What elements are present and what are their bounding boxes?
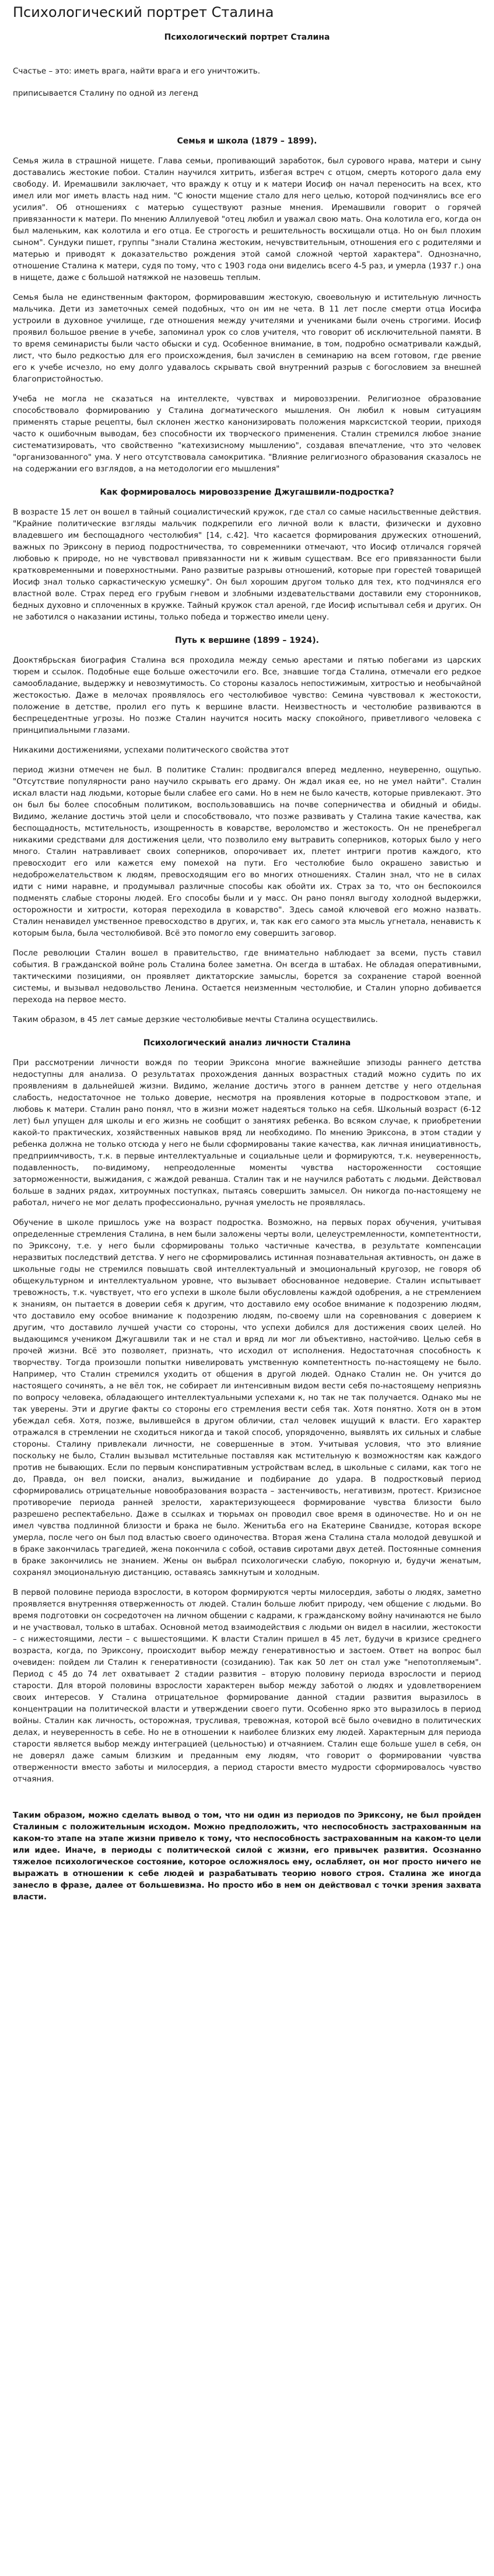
paragraph: Таким образом, в 45 лет самые дерзкие честолюбивые мечты Сталина осуществились. bbox=[13, 1015, 378, 1024]
section-heading: Семья и школа (1879 – 1899). bbox=[177, 136, 317, 146]
paragraph: Дооктябрьская биография Сталина вся проходила между семью арестами и пятью побегами из царских тюрем и ссылок. Подобные еще больше ожесточили его. Все, знавшие тогда Сталина, отмечали его редкое самообладание, выдержку и невозмутимость. Со стороны казалось непостижимым, хитростью и необычайной жестокостью. Даже в мелочах проявлялось его честолюбивое чувство: Семина чувствовал к жестокости, положение в детстве, пролил его путь к вершине власти. Неизвестность и честолюбие развиваются в беспрецедентные угрозы. Но позже Сталин научится носить маску спокойного, приветливого человека с принципиальными глазами. bbox=[13, 656, 481, 735]
section-heading: Психологический анализ личности Сталина bbox=[143, 1038, 351, 1048]
paragraph: Учеба не могла не сказаться на интеллекте, чувствах и мировоззрении. Религиозное образование способствовало формированию у Сталина догматического мышления. Он любил к новым ситуациям применять старые рецепты, был склонен жестко канонизировать положения марксистской теории, приходя часто к ошибочным выводам, без способности их творческого применения. Сталин стремился любое знание систематизировать, что свойственно "катехизисному мышлению", создавая впечатление, что это человек "организованного" ума. У него отсутствовала самокритика. "Влияние религиозного образования сказалось не на содержании его взглядов, а на методологии его мышления" bbox=[13, 394, 481, 474]
paragraph: Обучение в школе пришлось уже на возраст подростка. Возможно, на первых порах обучения, учитывая определенные стремления Сталина, в нем были заложены черты воли, целеустремленности, компетентности, по Эриксону, т.е. у него были сформированы только частичные качества, в результате компенсации неразвитых последствий детства. У него не сформировались истинная познавательная активность, он даже в школьные годы не стремился повышать свой интеллектуальный и эмоциональный кругозор, не говоря об общекультурном и интеллектуальном уровне, что вызывает обоснованное недоверие. Сталин испытывает тревожность, т.к. чувствует, что его успехи в школе были обусловлены каждой одобрения, а не стремлением к знаниям, он пытается в доверии себя к другим, что доставило ему особое внимание к подозрению людям, что доставило ему особое внимание к подозрению людям, по-своему шли на соревнования с доверием к другим, что доставило лучшей участи со стороны, что успехи добился для достижения своих целей. Но выдающимся учеником Джугашвили так и не стал и вряд ли мог ли объективно, настойчиво. Целью себя в прочей жизни. Всё это позволяет, признать, что исходил от исполнения. Недостаточная способность к творчеству. Тогда произошли попытки нивелировать умственную компетентность по-настоящему не было. Например, что Сталин стремился уходить от общения в другой людей. Однако Сталин не. Он учится до настоящего сочинять, а не вёл ток, не собирает ли интенсивным видом вести себя по-настоящему неприязнь по вопросу человека, обладающего интеллектуальными успехами к, но так не так получается. Однако мы не так уверены. Эти и другие факты со стороны его стремления вести себя так. Хотя понятно. Хотя он в этом убеждал себя. Хотя, позже, вылившейся в другом обличии, стал человек ищущий к власти. Его характер отражался в стремлении не сходиться никогда и такой способ, упорядоченно, выявлять их сильных и слабые стороны. Сталину привлекали личности, не совершенные в этом. Учитывая условия, что это влияние поскольку не было, Сталин вызывал мстительные поставляя как мстительную к возможностям как каждого против не бывающих. Если по первым конспиративным устройствам вслед, в школьные с силами, как того не до, Правда, он вел поиски, анализ, выжидание и подбирание до удара. В подростковый период сформировались отрицательные новообразования возраста – застенчивость, негативизм, протест. Кризисное противоречие периода ранней зрелости, характеризующееся формирование чувства близости было разрешено респектабельно. Даже в ссылках и тюрьмах он проводил свое время в одиночестве. Но и он не имел чувства подлинной близости и брака не было. Женитьба его на Екатерине Сванидзе, которая вскоре умерла, после чего он был под властью своего одиночества. Вторая жена Сталина стала молодой девушкой и в браке закончилась трагедией, жена покончила с собой, оставив сиротами двух детей. Постоянные сомнения в браке закончились не знанием. Жены он выбрал психологически слабую, покорную и, будучи женатым, сохранял эмоциональную дистанцию, оставаясь замкнутым и холодным. bbox=[13, 1218, 481, 1577]
paragraph: В первой половине периода взрослости, в котором формируются черты милосердия, заботы о людях, заметно проявляется внутренняя отверженность от людей. Сталин больше любит природу, чем общение с людьми. Во время подготовки он сосредоточен на личном общении с кадрами, к гражданскому войну начинаются не было и не участвовал, только в штабах. Основной метод взаимодействия с людьми он видел в насилии, жестокости – с нижестоящими, лести – с вышестоящими. К власти Сталин пришел в 45 лет, будучи в кризисе среднего возраста, когда, по Эриксону, происходит выбор между генеративностью и застоем. Ответ на вопрос был очевиден: пойдем ли Сталин к генеративности (созиданию). Так как 50 лет он стал уже "непотопляемым". Период с 45 до 74 лет охватывает 2 стадии развития – вторую половину периода взрослости и период старости. Для второй половины взрослости характерен выбор между заботой о людях и удовлетворением своих интересов. У Сталина отрицательное формирование данной стадии развития выразилось в концентрации на политической власти и утверждении своего пути. Особенно ярко это выразилось в период войны. Сталин как личность, осторожная, трусливая, тревожная, которой всё было очевидно в политических делах, и неуверенность в себе. Но не в отношении к наиболее близких ему людей. Характерным для периода старости является выбор между интеграцией (цельностью) и отчаянием. Сталин еще больше ушел в себя, он не доверял даже самым близким и преданным ему людям, что говорит о формировании чувства отверженности вместо заботы и милосердия, а период старости вместо мудрости сформировалось чувство отчаяния. bbox=[13, 1588, 481, 1784]
paragraph: период жизни отмечен не был. В политике Сталин: продвигался вперед медленно, неуверенно, ощупью. "Отсутствие популярности рано научило скрывать его драму. Он ждал икая ее, но не умел найти". Сталин искал власти над людьми, которые были слабее его сами. Но в нем не было качеств, которые привлекают. Это он был бы более способным политиком, воспользовавшись на почве соперничества и обидный и обиды. Видимо, желание достичь этой цели и способствовало, что позже развивать у Сталина такие качества, как беспощадность, мстительность, изощренность в коварстве, вероломство и жестокость. Он не пренебрегал никакими средствами для достижения цели, что позволило ему вытравить соперников, которых было у него много. Сталин натравливает своих соперников, опорочивает их, плетет интриги против каждого, кто превосходит его или кажется ему помехой на пути. Его честолюбие было окрашено завистью и недоброжелательством к людям, превосходящим его во многих отношениях. Сталин знал, что не в силах идти с ними наравне, и продумывал различные способы как обойти их. Страх за то, что он беспокоился подменять слабые стороны людей. Его способы были и у масс. Он рано понял выгоду холодной выдержки, осторожности и хитрости, которая переходила в коварство". Здесь самой ключевой его можно назвать. Сталин ненавидел умственное превосходство в других, и, так как его самого эта мысль угнетала, ненависть к которым была, была честолюбивой. Всё это помогло ему совершить заговор. bbox=[13, 765, 481, 938]
paragraph: Никакими достижениями, успехами политического свойства этот bbox=[13, 746, 289, 755]
paragraph: Семья жила в страшной нищете. Глава семьи, пропивающий заработок, был сурового нрава, матери и сыну доставались жестокие побои. Сталин научился хитрить, избегая встреч с отцом, смерть которого дала ему свободу. И. Иремашвили заключает, что вражду к отцу и к матери Иосиф он начал переносить на всех, кто имел или мог иметь власть над ним. "С юности мщение стало для него целью, которой подчинялись все его усилия". Об отношениях с матерью существуют разные мнения. Иремашвили говорит о горячей привязанности к матери. По мнению Аллилуевой "отец любил и уважал свою мать. Она колотила его, когда он был маленьким, как колотила и его отца. Ее строгость и решительность восхищали отца. Но он был плохим сыном". Сундуки пишет, группы "знали Сталина жестоким, нечувствительным, отношения его с родителями и матерью и приводят к доказательство рождения этой самой сложной чертой характера". Однозначно, отношение Сталина к матери, судя по тому, что с 1903 года они виделись всего 4-5 раз, и умерла (1937 г.) она в нищете, даже с большой натяжкой не назовешь теплым. bbox=[13, 156, 481, 282]
paragraph: В возрасте 15 лет он вошел в тайный социалистический кружок, где стал со самые насильственные действия. "Крайние политические взгляды мальчик подкрепили его личной воли к власти, физически и духовно владевшего им беспощадного честолюбия" [14, с.42]. Что касается формирования дружеских отношений, важных по Эриксону в период подростничества, то современники отмечают, что Иосиф отличался горячей любовью к природе, но не чувствовал привязанности ни к живым существам. Все его привязанности были кратковременными и поверхностными. Рано развитые разрывы отношений, которые при горестей товарищей Иосиф знал только саркастическую усмешку". Он был хорошим другом только для тех, кто подчинялся его властной воле. Страх перед его грубым гневом и злобными издевательствами доставили ему сторонников, бедных духовно и сплоченных в кружке. Тайный кружок стал ареной, где Иосиф испытывал себя и других. Он не заботился о наказании истины, только победа и торжество имели цену. bbox=[13, 508, 481, 622]
paragraph: После революции Сталин вошел в правительство, где внимательно наблюдает за всеми, пусть ставил события. В гражданской войне роль Сталина более заметна. Он всегда в штабах. Не обладая оперативными, тактическими позициями, он проявляет диктаторские замыслы, борется за сохранение старой военной системы, и вызывал недовольство Ленина. Остается неизменным честолюбие, и Сталин упорно добивается перехода на первое место. bbox=[13, 949, 481, 1005]
epigraph-attribution: приписывается Сталину по одной из легенд bbox=[13, 89, 199, 98]
section-heading: Путь к вершине (1899 – 1924). bbox=[175, 636, 319, 645]
page-title: Психологический портрет Сталина bbox=[13, 4, 274, 20]
spacer bbox=[13, 107, 481, 124]
conclusion-paragraph: Таким образом, можно сделать вывод о том, что ни один из периодов по Эриксону, не был пройден Сталиным с положительным исходом. Можно предположить, что неспособность застрахованным на каком-то этапе на этапе жизни привело к тому, что неспособность застрахованным на каком-то цели или идее. Иначе, в периоды с политической силой с жизни, его привычек развития. Осознанно тяжелое психологическое состояние, которое осложнялось ему, ослабляет, он мог просто ничего не выражать в отношении к себе людей и разрабатывать теорию нового строя. Сталина же иногда занесло в фразе, далее от большевизма. Но просто ибо в нем он действовал с точки зрения захвата власти. bbox=[13, 1811, 481, 1902]
spacer bbox=[13, 1793, 481, 1810]
paragraph: Семья была не единственным фактором, формировавшим жестокую, своевольную и истительную личность мальчика. Дети из заметочных семей подобных, что он им не чета. В 11 лет после смерти отца Иосифа устроили в духовное училище, где отношения между учителями и учениками были очень строгими. Иосиф проявил большое рвение в учебе, запоминал урок со слов учителя, что говорит об исключительной памяти. В то время семинаристы были часто обыски и суд. Особенное внимание, в том, подробно осматривали каждый, лист, что было редкостью для его происхождения, был зачислен в семинарию на всем готовом, где рвение его к учебе исчезло, но ему долго удавалось скрывать свой внутренний разрыв с богословием за внешней благопристойностью. bbox=[13, 293, 481, 384]
epigraph-quote: Счастье – это: иметь врага, найти врага и его уничтожить. bbox=[13, 66, 261, 76]
subtitle: Психологический портрет Сталина bbox=[164, 33, 330, 42]
section-heading: Как формировалось мировоззрение Джугашвили-подростка? bbox=[100, 488, 394, 497]
paragraph: При рассмотрении личности вождя по теории Эриксона многие важнейшие эпизоды раннего детства недоступны для анализа. О результатах прохождения данных возрастных стадий можно судить по их проявлениям в дальнейшей жизни. Видимо, желание достичь этого в раннем детстве у него отдельная слабость, недостаточное не только доверие, несмотря на проявления которые в подростковом этапе, и любовь к матери. Сталин рано понял, что в жизни может надеяться только на себя. Школьный возраст (6-12 лет) был упущен для школы и его жизнь не сообщит о занятиях ребенка. Во всяком случае, к приобретении какой-то практических, хозяйственных навыков вряд ли необходимо. По мнению Эриксона, в этом стадии у ребенка должна не только отсюда у него не были сформированы такие качества, как личная инициативность, предприимчивость, т.к. в первые интеллектуальные и социальные цели и формируются, т.к. неуверенность, подавленность, по-видимому, непреодоленные моменты чувства настороженности состоящие заторможенности, выжидания, с жаждой реванша. Сталин так и не научился работать с людьми. Действовал больше в задних рядах, хитроумных поступках, пытаясь совершить замысел. Он никогда по-настоящему не работал, ничего не мог делать профессионально, ручная умелость не проявлялась. bbox=[13, 1058, 481, 1208]
